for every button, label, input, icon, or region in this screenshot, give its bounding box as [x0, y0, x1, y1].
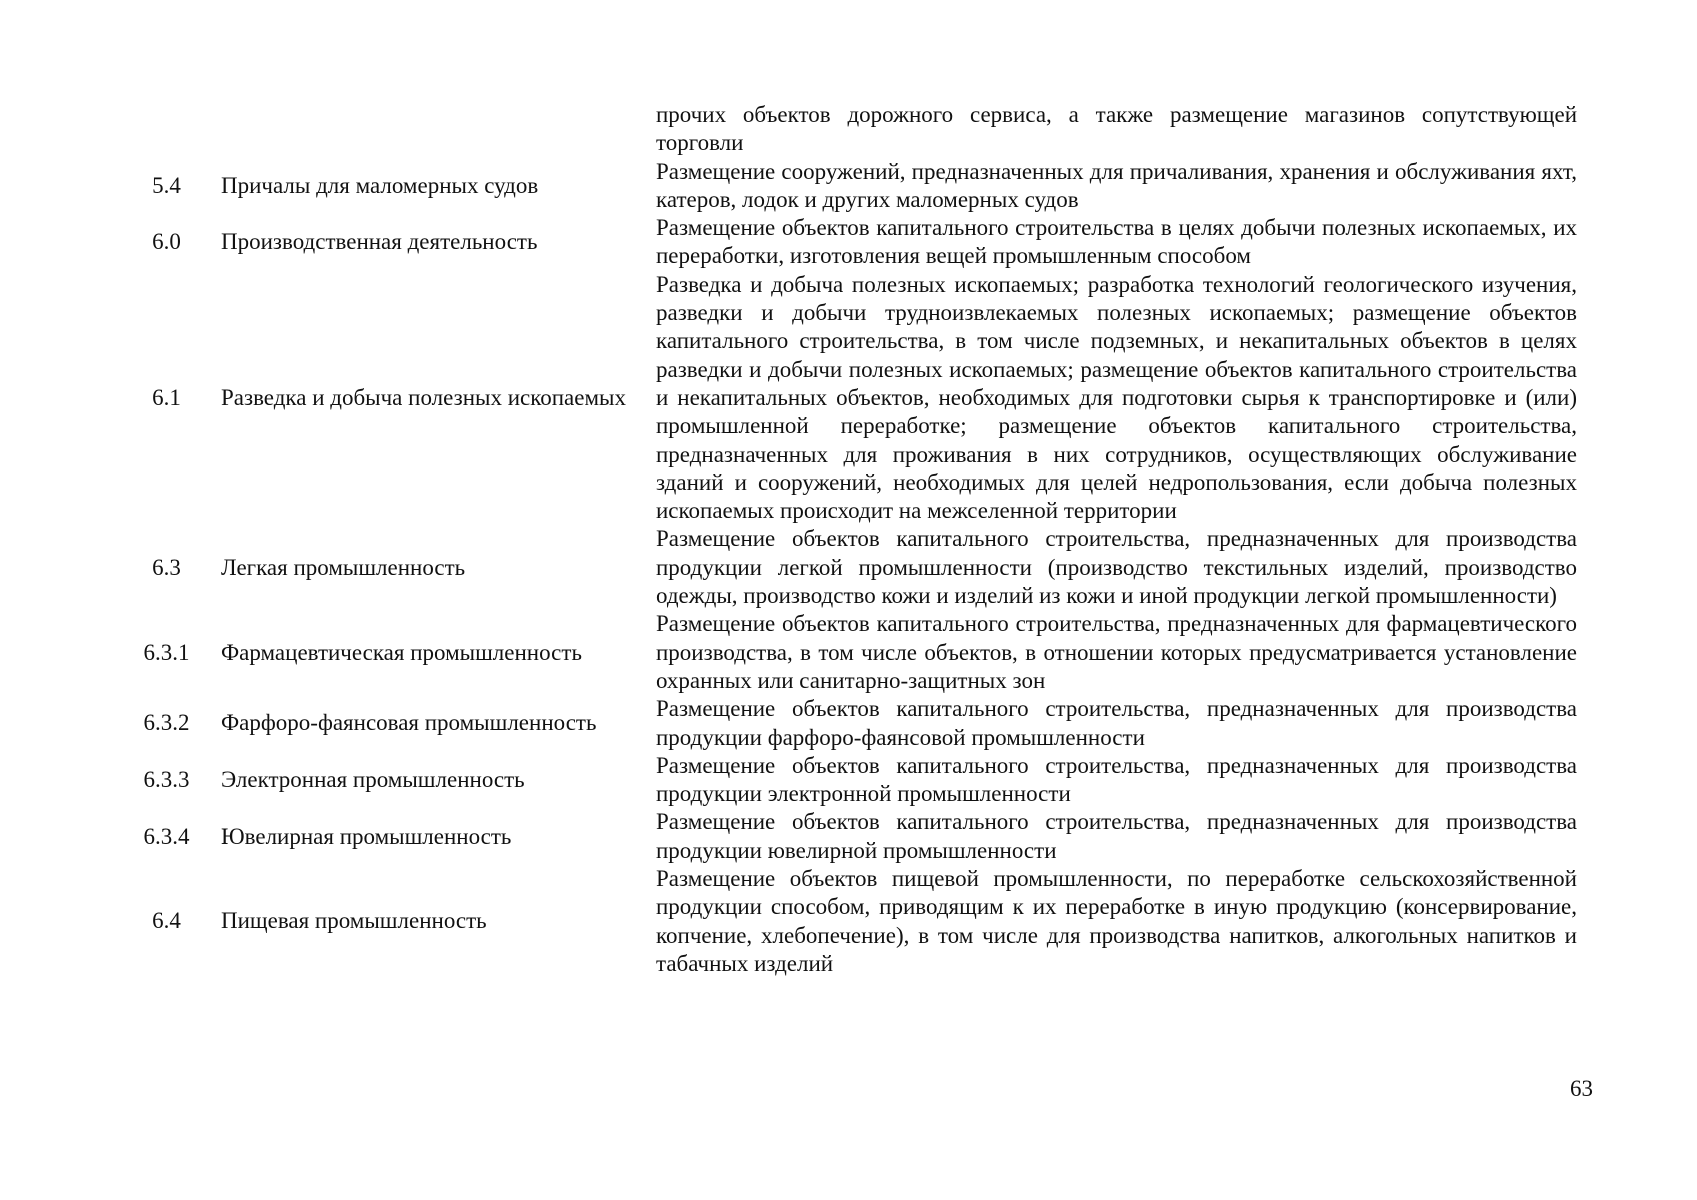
- page-number: 63: [1570, 1076, 1593, 1101]
- row-code: 6.0: [152, 229, 181, 255]
- table-row: [115, 610, 1577, 695]
- row-code: 6.4: [152, 908, 181, 934]
- row-name: Ювелирная промышленность: [221, 823, 512, 849]
- table-row-continuation: [115, 101, 1577, 158]
- row-description: Размещение объектов капитального строительства в целях добычи полезных ископаемых, их переработки, изготовления вещей промышленным способом: [656, 215, 1577, 269]
- table-row: [115, 271, 1577, 526]
- table-row: [115, 865, 1577, 978]
- name-cell-empty: [218, 101, 656, 158]
- table-row: [115, 525, 1577, 610]
- row-name: Производственная деятельность: [221, 229, 538, 255]
- land-use-table: [115, 101, 1577, 978]
- row-code: 6.3: [152, 554, 181, 580]
- row-description: Размещение объектов пищевой промышленности, по переработке сельскохозяйственной продукции способом, приводящим к их переработке в иную продукцию (консервирование, копчение, хлебопечение), в том числе для производства напитков, алкогольных напитков и табачных изделий: [656, 866, 1577, 976]
- row-description: Размещение сооружений, предназначенных для причаливания, хранения и обслуживания яхт, катеров, лодок и других маломерных судов: [656, 158, 1577, 212]
- row-description: Размещение объектов капитального строительства, предназначенных для производства продукции электронной промышленности: [656, 752, 1577, 807]
- table-row: [115, 214, 1577, 271]
- row-name: Фарфоро-фаянсовая промышленность: [221, 710, 597, 736]
- row-name: Разведка и добыча полезных ископаемых: [221, 384, 626, 410]
- continuation-description: прочих объектов дорожного сервиса, а также размещение магазинов сопутствующей торговли: [656, 102, 1577, 156]
- row-description: Размещение объектов капитального строительства, предназначенных для фармацевтического производства, в том числе объектов, в отношении которых предусматривается установление охранных или санитарно-защитных зон: [656, 611, 1577, 693]
- row-name: Фармацевтическая промышленность: [221, 639, 582, 665]
- row-description: Размещение объектов капитального строительства, предназначенных для производства продукции фарфоро-фаянсовой промышленности: [656, 696, 1577, 750]
- table-row: [115, 752, 1577, 809]
- code-cell-empty: [115, 101, 218, 158]
- row-code: 6.1: [152, 384, 181, 410]
- row-code: 6.3.1: [143, 639, 190, 665]
- row-name: Легкая промышленность: [221, 554, 466, 580]
- table-row: [115, 695, 1577, 752]
- row-description: Разведка и добыча полезных ископаемых; разработка технологий геологического изучения, разведки и добычи трудноизвлекаемых полезных ископаемых; размещение объектов капитального строительства, в том числе подземных, и некапитальных объектов в целях разведки и добычи полезных ископаемых; размещение объектов капитального строительства и некапитальных объектов, необходимых для подготовки сырья к транспортировке и (или) промышленной переработке; размещение объектов капитального строительства, предназначенных для проживания в них сотрудников, осуществляющих обслуживание зданий и сооружений, необходимых для целей недропользования, если добыча полезных ископаемых происходит на межселенной территории: [656, 271, 1577, 524]
- row-name: Электронная промышленность: [221, 766, 525, 792]
- table-row: [115, 158, 1577, 215]
- row-description: Размещение объектов капитального строительства, предназначенных для производства продукции ювелирной промышленности: [656, 809, 1577, 863]
- row-code: 6.3.3: [143, 766, 190, 792]
- row-name: Причалы для маломерных судов: [221, 172, 539, 198]
- table-row: [115, 808, 1577, 865]
- row-code: 6.3.2: [143, 710, 190, 736]
- row-code: 5.4: [152, 172, 181, 198]
- row-code: 6.3.4: [143, 823, 190, 849]
- row-name: Пищевая промышленность: [221, 908, 487, 934]
- row-description: Размещение объектов капитального строительства, предназначенных для производства продукции легкой промышленности (производство текстильных изделий, производство одежды, производство кожи и изделий из кожи и иной продукции легкой промышленности): [656, 526, 1577, 609]
